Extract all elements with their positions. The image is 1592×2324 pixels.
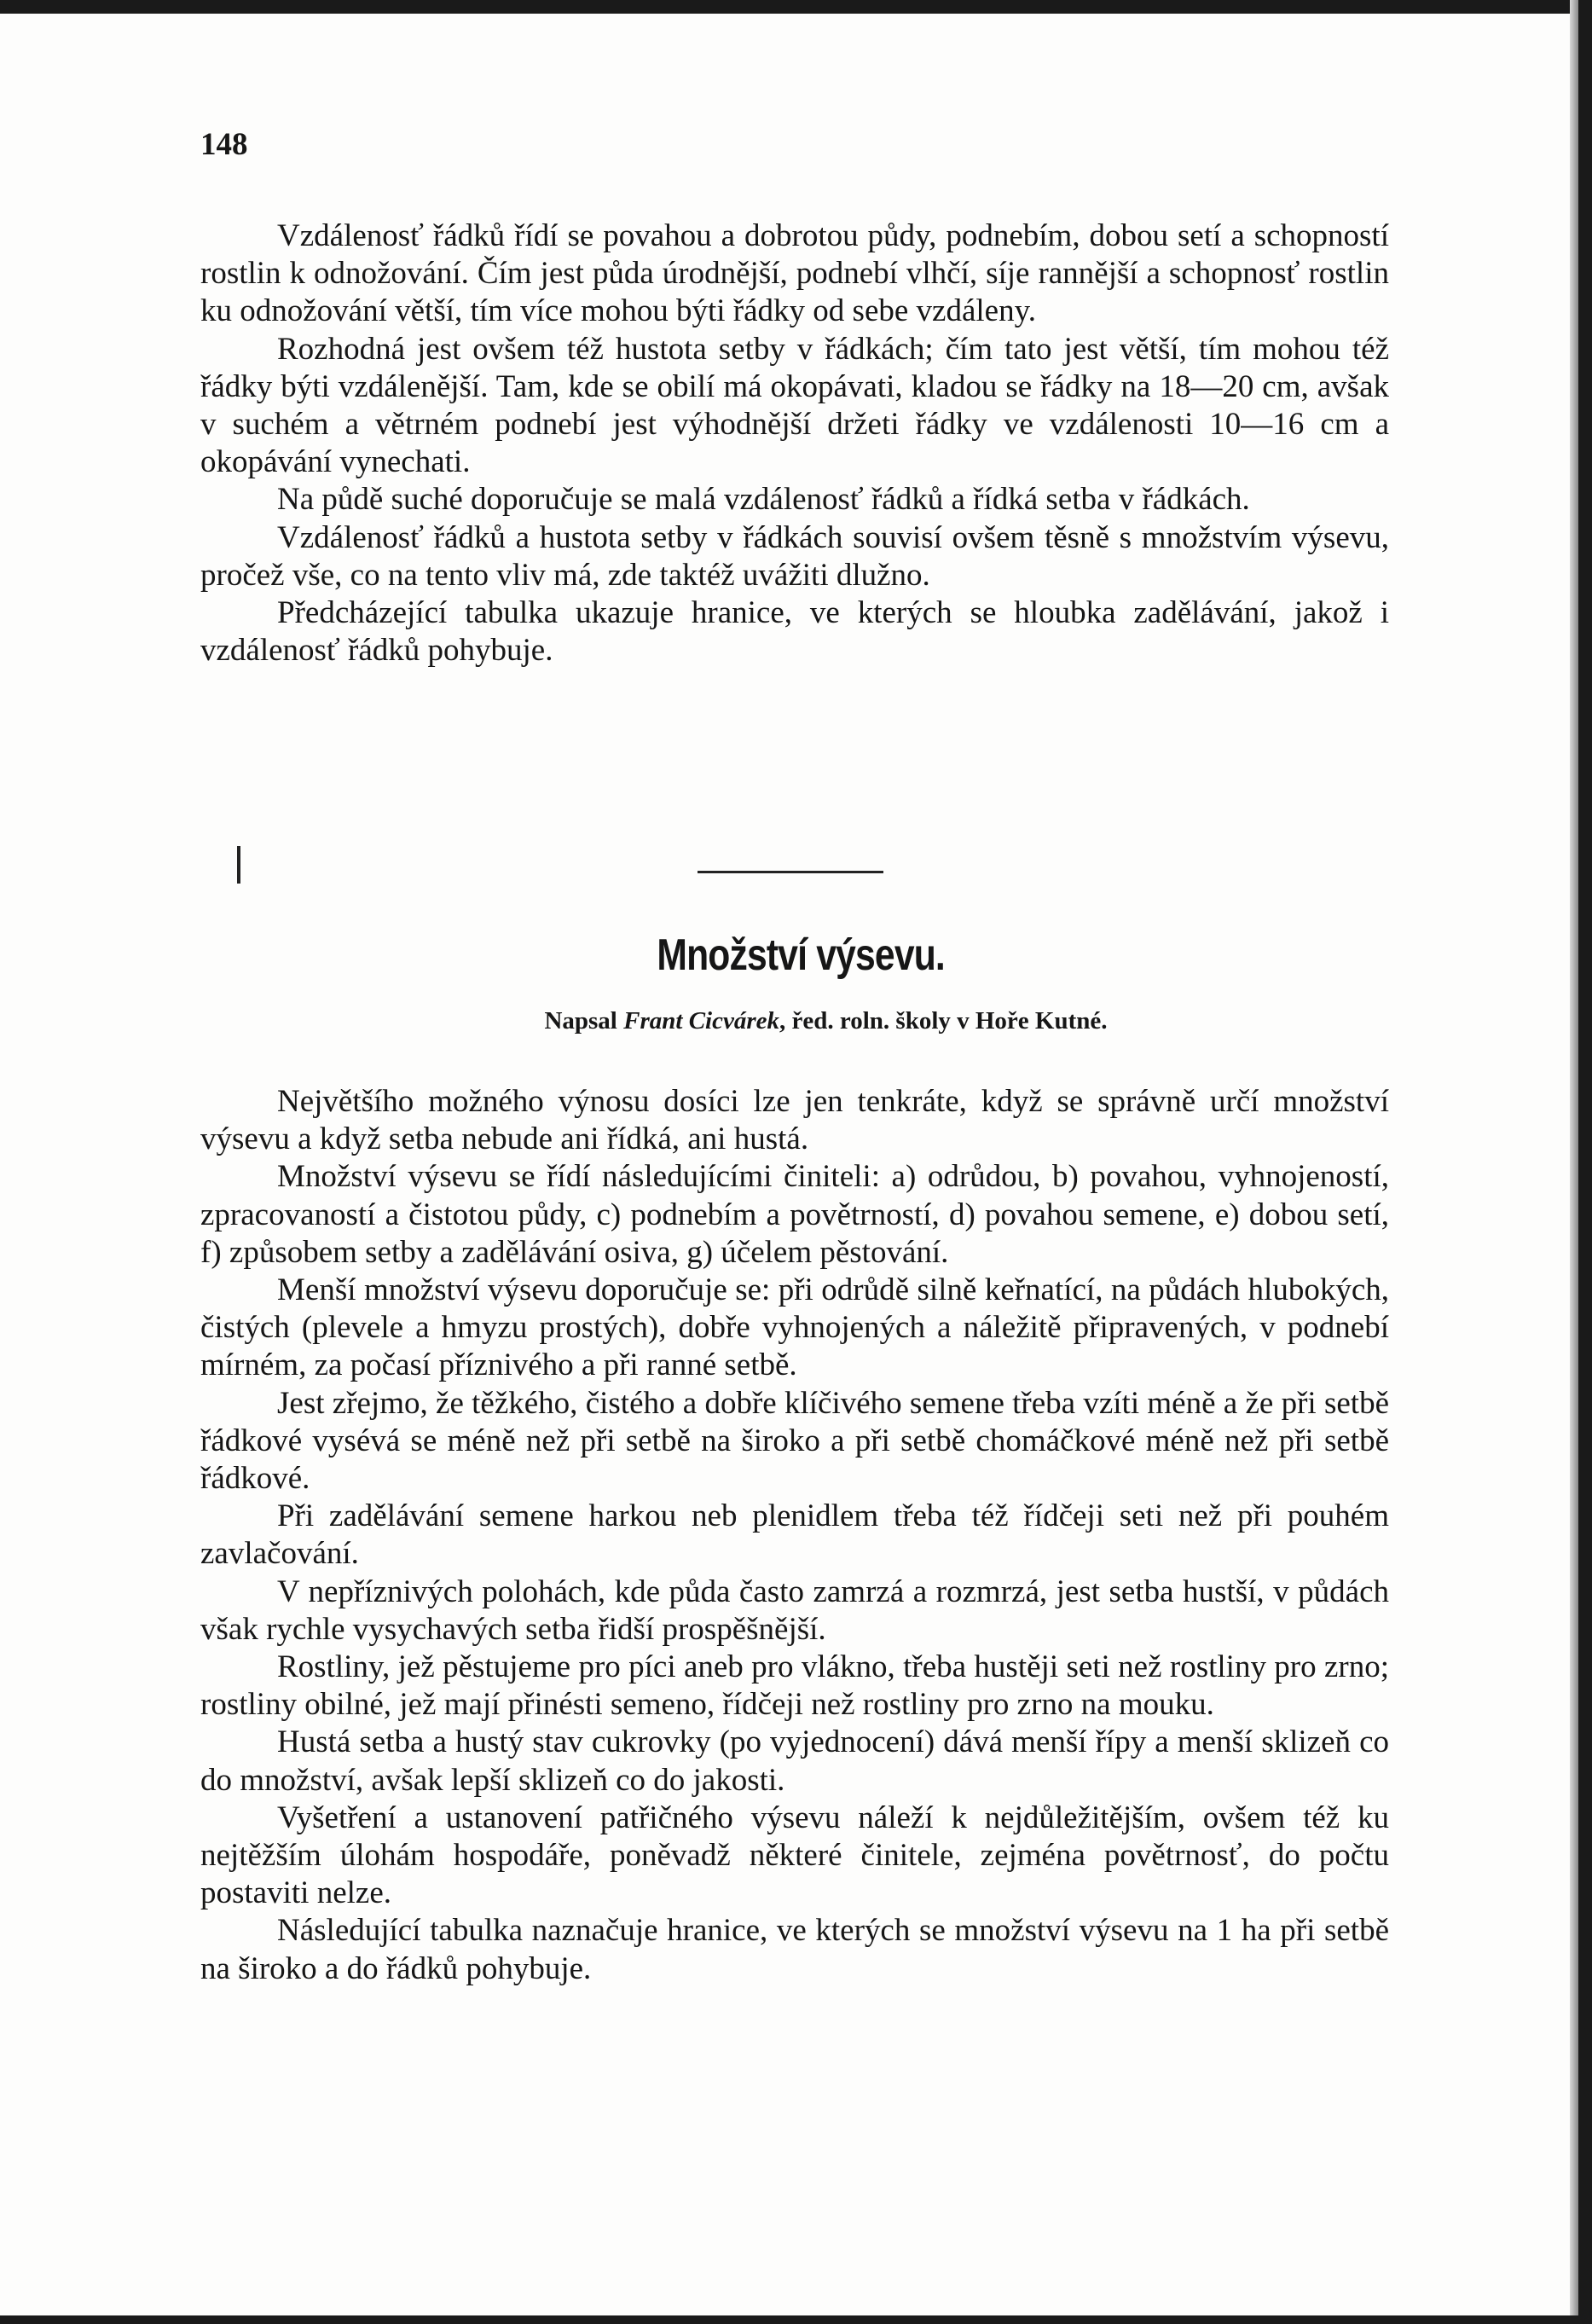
paragraph: Na půdě suché doporučuje se malá vzdálenosť řádků a řídká setba v řádkách. bbox=[277, 482, 1250, 518]
paragraph: Rozhodná jest ovšem též hustota setby v řádkách; čím tato jest větší, tím mohou též řádky býti vzdálenější. Tam, kde se obilí má okopávati, kladou se řádky na 18—20 cm, avšak v suchém a větrném podnebí jest výhodnější držeti řádky ve vzdálenosti 10—16 cm a okopávání vynechati. bbox=[200, 331, 1389, 480]
paragraph: Předcházející tabulka ukazuje hranice, ve kterých se hloubka zadělávání, jakož i vzdálenosť řádků pohybuje. bbox=[200, 595, 1389, 669]
paragraph: Vzdálenosť řádků a hustota setby v řádkách souvisí ovšem těsně s množstvím výsevu, pročež vše, co na tento vliv má, zde taktéž uvážiti dlužno. bbox=[200, 519, 1389, 593]
paragraph: Vzdálenosť řádků řídí se povahou a dobrotou půdy, podnebím, dobou setí a schopností rostlin k odnožování. Čím jest půda úrodnější, podnebí vlhčí, síje rannější a schopnosť rostlin ku odnožování větší, tím více mohou býti řádky od sebe vzdáleny. bbox=[200, 218, 1389, 329]
byline-author: Frant Cicvárek bbox=[623, 1007, 779, 1034]
section-b-text bbox=[200, 1083, 1389, 1988]
paragraph: V nepříznivých polohách, kde půda často zamrzá a rozmrzá, jest setba hustší, v půdách však rychle vysychavých setba řidší prospěšnější. bbox=[200, 1573, 1389, 1647]
paragraph: Množství výsevu se řídí následujícími činiteli: a) odrůdou, b) povahou, vyhnojeností, zpracovaností a čistotou půdy, c) podnebím a povětrností, d) povahou semene, e) dobou setí, f) způsobem setby a zadělávání osiva, g) účelem pěstování. bbox=[200, 1159, 1389, 1270]
paragraph: Rostliny, jež pěstujeme pro píci aneb pro vlákno, třeba hustěji seti než rostliny pro zrno; rostliny obilné, jež mají přinésti semeno, řídčeji než rostliny pro zrno na mouku. bbox=[200, 1649, 1389, 1723]
paragraph: Menší množství výsevu doporučuje se: při odrůdě silně keřnatící, na půdách hlubokých, čistých (plevele a hmyzu prostých), dobře vyhnojených a náležitě připravených, v podnebí mírném, za počasí příznivého a při ranné setbě. bbox=[200, 1272, 1389, 1383]
section-title: Množství výsevu. bbox=[657, 930, 945, 980]
scan-edge-right-shadow bbox=[1570, 0, 1578, 2324]
paragraph: Následující tabulka naznačuje hranice, ve kterých se množství výsevu na 1 ha při setbě na široko a do řádků pohybuje. bbox=[200, 1913, 1389, 1986]
section-a-text bbox=[200, 217, 1389, 669]
paragraph: Vyšetření a ustanovení patřičného výsevu náleží k nejdůležitějším, ovšem též ku nejtěžším úlohám hospodáře, poněvadž některé činitele, zejména povětrnosť, do počtu postaviti nelze. bbox=[200, 1800, 1389, 1911]
paragraph: Největšího možného výnosu dosíci lze jen tenkráte, když se správně určí množství výsevu a když setba nebude ani řídká, ani hustá. bbox=[200, 1084, 1389, 1157]
paragraph: Při zadělávání semene harkou neb plenidlem třeba též řídčeji seti než při pouhém zavlačování. bbox=[200, 1498, 1389, 1572]
paragraph: Jest zřejmo, že těžkého, čistého a dobře klíčivého semene třeba vzíti méně a že při setbě řádkové vysévá se méně než při setbě na široko a při setbě chomáčkové méně než při setbě řádkové. bbox=[200, 1385, 1389, 1497]
scan-edge-top bbox=[0, 0, 1592, 14]
page-number: 148 bbox=[200, 127, 248, 162]
scan-edge-right bbox=[1578, 0, 1592, 2324]
byline bbox=[0, 1007, 1592, 1035]
stray-ink-mark bbox=[237, 846, 240, 884]
byline-prefix: Napsal bbox=[544, 1007, 624, 1034]
byline-suffix: , řed. roln. školy v Hoře Kutné. bbox=[779, 1007, 1108, 1034]
scan-edge-bottom bbox=[0, 2315, 1592, 2324]
section-divider bbox=[698, 871, 883, 873]
paragraph: Hustá setba a hustý stav cukrovky (po vyjednocení) dává menší řípy a menší sklizeň co do množství, avšak lepší sklizeň co do jakosti. bbox=[200, 1724, 1389, 1798]
